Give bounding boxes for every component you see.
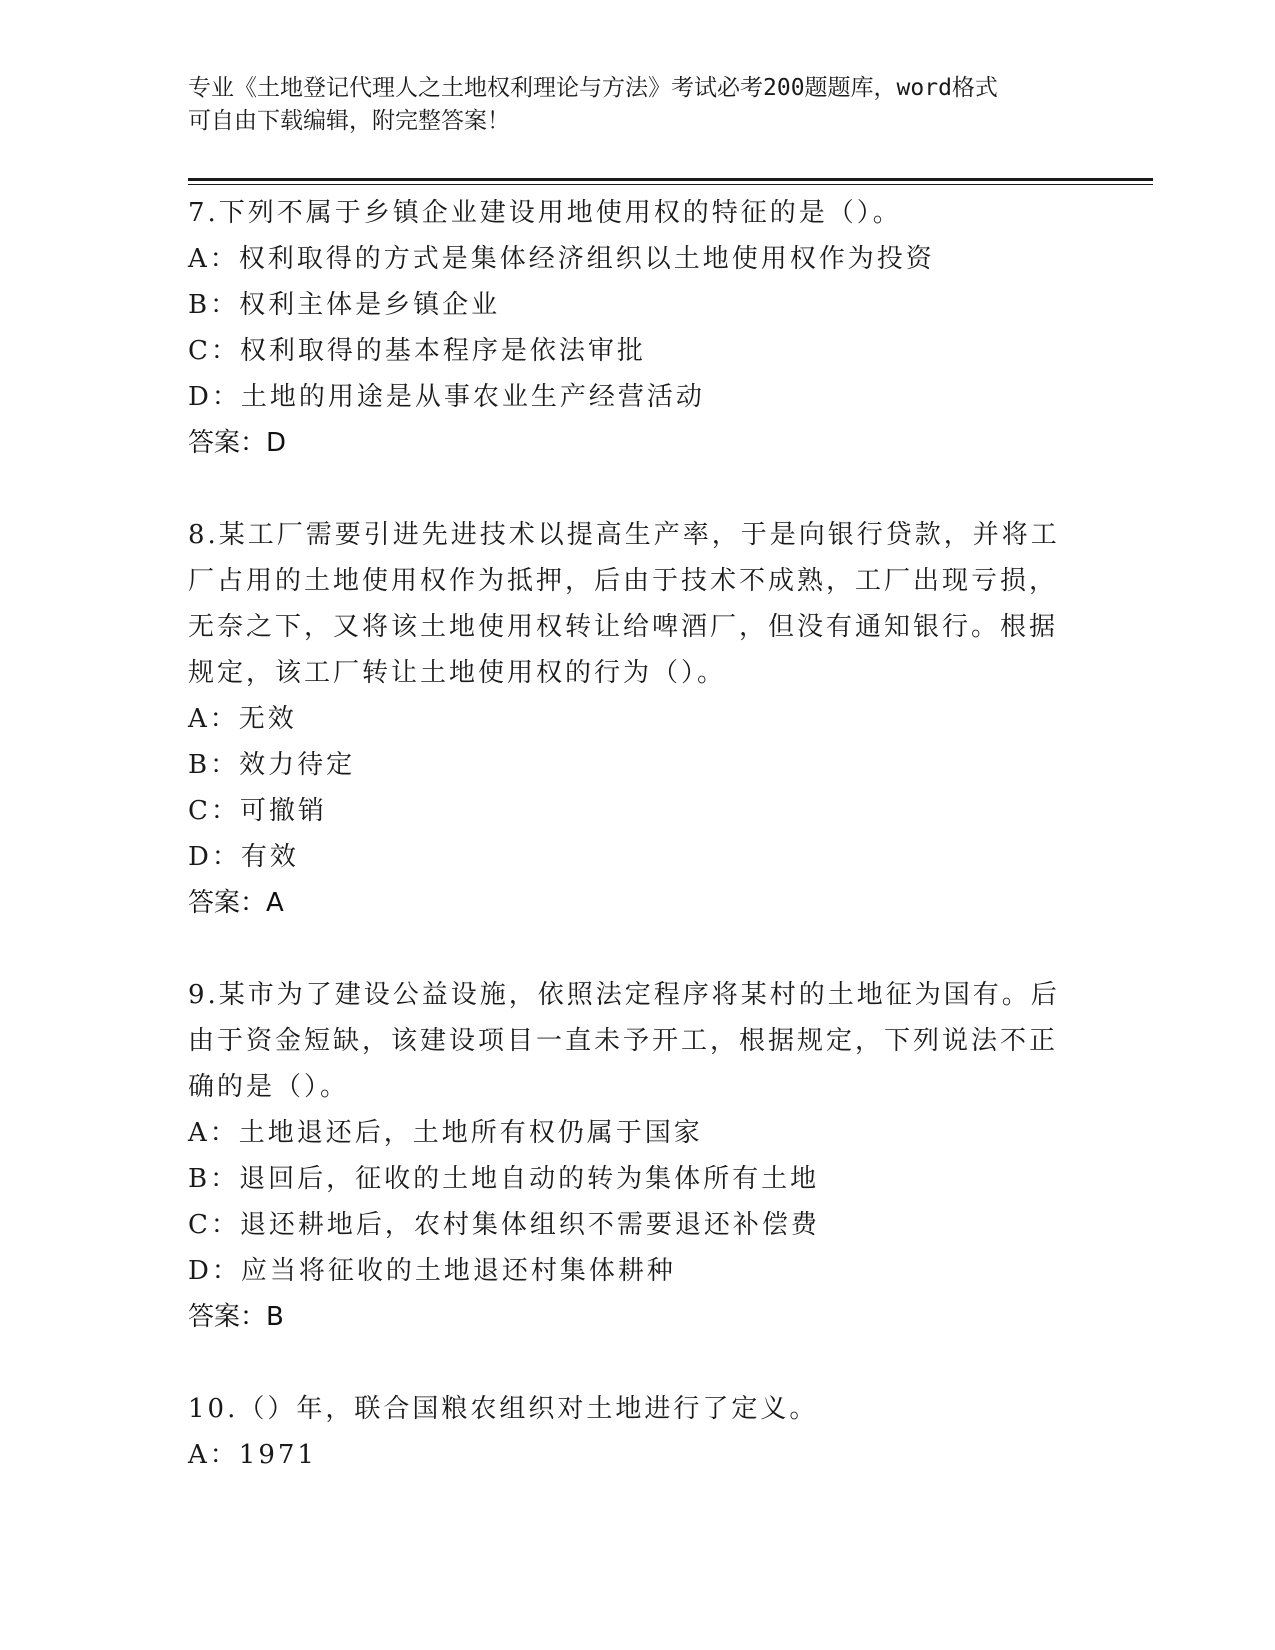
question-stem-line: 规定，该工厂转让土地使用权的行为（）。 [188,658,727,688]
question-7 [188,190,1068,466]
header-divider-thick [188,178,1153,181]
option-b: B：权利主体是乡镇企业 [188,290,501,320]
answer: 答案：A [188,888,284,918]
header-divider-thin [188,184,1153,185]
question-stem-line: 无奈之下，又将该土地使用权转让给啤酒厂，但没有通知银行。根据 [188,612,1059,642]
option-c: C：可撤销 [188,796,327,826]
option-d: D：应当将征收的土地退还村集体耕种 [188,1256,676,1286]
document-header [188,72,1068,138]
option-b: B：退回后，征收的土地自动的转为集体所有土地 [188,1164,820,1194]
answer: 答案：B [188,1302,284,1332]
question-stem: 7.下列不属于乡镇企业建设用地使用权的特征的是（）。 [188,198,902,228]
question-9 [188,972,1068,1340]
option-b: B：效力待定 [188,750,356,780]
answer: 答案：D [188,428,287,458]
option-d: D：土地的用途是从事农业生产经营活动 [188,382,705,412]
option-a: A：1971 [188,1440,317,1470]
option-a: A：权利取得的方式是集体经济组织以土地使用权作为投资 [188,244,935,274]
question-list [188,190,1068,1524]
question-10 [188,1386,1068,1478]
question-stem-line: 确的是（）。 [188,1072,350,1102]
option-d: D：有效 [188,842,299,872]
question-stem-line: 9.某市为了建设公益设施，依照法定程序将某村的土地征为国有。后 [188,980,1060,1010]
question-8 [188,512,1068,926]
header-line-2: 可自由下载编辑，附完整答案！ [188,108,510,134]
question-stem-line: 8.某工厂需要引进先进技术以提高生产率，于是向银行贷款，并将工 [188,520,1060,550]
option-a: A：无效 [188,704,297,734]
question-stem-line: 由于资金短缺，该建设项目一直未予开工，根据规定，下列说法不正 [188,1026,1059,1056]
question-stem-line: 厂占用的土地使用权作为抵押，后由于技术不成熟，工厂出现亏损， [188,566,1059,596]
option-a: A：土地退还后，土地所有权仍属于国家 [188,1118,703,1148]
header-line-1: 专业《土地登记代理人之土地权利理论与方法》考试必考200题题库，word格式 [188,75,998,101]
option-c: C：退还耕地后，农村集体组织不需要退还补偿费 [188,1210,820,1240]
question-stem: 10.（）年，联合国粮农组织对土地进行了定义。 [188,1394,819,1424]
option-c: C：权利取得的基本程序是依法审批 [188,336,646,366]
